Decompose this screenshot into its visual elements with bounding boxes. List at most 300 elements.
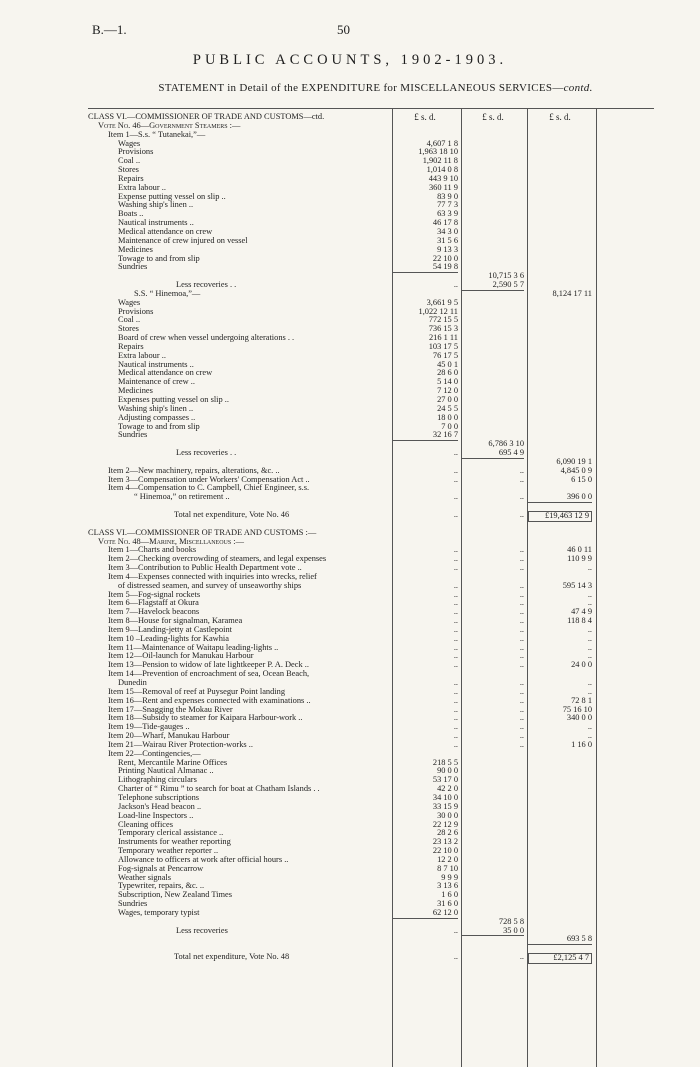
table-row	[88, 856, 654, 865]
row-description	[88, 538, 390, 547]
row-label: “ Hinemoa,” on retirement ..	[134, 493, 230, 502]
table-row	[88, 679, 654, 688]
amount-col-1: 22 10 0	[432, 253, 458, 263]
row-label: Stores	[118, 166, 139, 175]
amount-col-3: 693 5 8	[528, 935, 592, 945]
row-description	[88, 255, 390, 264]
row-label: Maintenance of crew ..	[118, 378, 195, 387]
table-row	[88, 157, 654, 166]
row-label: Sundries	[118, 431, 148, 440]
row-label: Board of crew when vessel undergoing alterations . .	[118, 334, 295, 343]
table-row	[88, 405, 654, 414]
table-row	[88, 909, 654, 918]
row-description	[88, 148, 390, 157]
amount-col-1: 83 9 0	[437, 191, 458, 201]
row-description	[88, 661, 390, 670]
amount-col-1: 22 10 0	[432, 846, 458, 856]
amount-col-1: ..	[453, 678, 458, 687]
row-label: Provisions	[118, 148, 154, 157]
table-body	[88, 113, 654, 962]
amount-col-1: 3,661 9 5	[426, 297, 458, 307]
row-label: Towage to and from slip	[118, 254, 200, 263]
amount-col-3: 8,124 17 11	[552, 288, 592, 298]
table-top-rule	[88, 108, 654, 109]
row-label: Less recoveries . .	[176, 281, 237, 290]
amount-col-3: 4,845 0 9	[560, 465, 592, 475]
amount-col-3: ..	[587, 642, 592, 652]
row-label: Cleaning offices	[118, 820, 173, 829]
row-description	[88, 299, 390, 308]
row-description	[88, 263, 390, 272]
table-row	[88, 263, 654, 272]
row-description	[88, 361, 390, 370]
amount-col-1: ..	[453, 545, 458, 555]
amount-col-1: ..	[453, 616, 458, 626]
row-description	[88, 909, 390, 918]
amount-col-1: 1,014 0 8	[426, 165, 458, 175]
amount-col-2: 6,786 3 10	[488, 439, 524, 449]
amount-col-3: ..	[587, 598, 592, 608]
table-row	[88, 414, 654, 423]
table-row	[88, 237, 654, 246]
row-description	[88, 210, 390, 219]
column-header: £ s. d.	[549, 112, 571, 122]
row-label: Item 1—S.s. “ Tutanekai,”—	[108, 130, 206, 139]
table-row	[88, 325, 654, 334]
row-label: Adjusting compasses ..	[118, 413, 196, 422]
row-description	[88, 325, 390, 334]
table-row	[88, 175, 654, 184]
amount-col-1: 28 2 6	[437, 828, 458, 838]
row-label: Item 19—Tide-gauges ..	[108, 723, 190, 732]
row-label: CLASS VI.—COMMISSIONER OF TRADE AND CUSTOMS—ctd.	[88, 113, 325, 121]
row-description	[88, 369, 390, 378]
table-row	[88, 396, 654, 405]
amount-col-2: ..	[519, 660, 524, 670]
amount-col-3: ..	[587, 731, 592, 741]
row-description	[88, 927, 390, 936]
row-description	[88, 670, 390, 679]
row-label: Item 3—Compensation under Workers' Compensation Act ..	[108, 475, 310, 484]
table-row	[88, 131, 654, 140]
row-description	[88, 759, 390, 768]
table-row	[88, 148, 654, 157]
amount-col-2: ..	[519, 686, 524, 696]
table-row	[88, 918, 654, 927]
amount-col-1: 736 15 3	[428, 324, 458, 334]
amount-col-1: 77 7 3	[437, 200, 458, 210]
table-row	[88, 555, 654, 564]
row-label: Typewriter, repairs, &c. ..	[118, 882, 205, 891]
table-row	[88, 219, 654, 228]
row-description	[88, 821, 390, 830]
amount-col-1: 772 15 5	[428, 315, 458, 325]
row-description	[88, 140, 390, 149]
row-label: Extra labour ..	[118, 183, 166, 192]
row-label: Washing ship's linen ..	[118, 201, 194, 210]
row-description	[88, 706, 390, 715]
amount-col-2: ..	[519, 952, 524, 962]
table-row	[88, 361, 654, 370]
table-row	[88, 847, 654, 856]
table-row	[88, 184, 654, 193]
row-label: Item 6—Flagstaff at Okura	[108, 599, 199, 608]
row-label: Total net expenditure, Vote No. 48	[174, 953, 290, 962]
row-description	[88, 714, 390, 723]
row-label: Nautical instruments ..	[118, 219, 194, 228]
amount-col-1: 3 13 6	[437, 881, 458, 891]
row-label: Item 20—Wharf, Manukau Harbour	[108, 732, 230, 741]
amount-col-2: ..	[519, 624, 524, 634]
row-label: Jackson's Head beacon ..	[118, 802, 202, 811]
table-row	[88, 369, 654, 378]
amount-col-2: ..	[519, 678, 524, 687]
row-label: Lithographing circulars	[118, 776, 197, 785]
row-description	[88, 343, 390, 352]
table-row	[88, 599, 654, 608]
row-label: Instruments for weather reporting	[118, 838, 231, 847]
amount-col-1: 62 12 0	[392, 909, 458, 919]
amount-col-1: 1,902 11 8	[422, 156, 458, 166]
amount-col-1: 23 13 2	[432, 837, 458, 847]
amount-col-3: ..	[587, 651, 592, 661]
amount-col-1: ..	[453, 713, 458, 723]
amount-col-1: 22 12 9	[432, 819, 458, 829]
amount-col-3: £2,125 4 7	[528, 953, 592, 964]
amount-col-1: ..	[453, 651, 458, 661]
amount-col-1: ..	[453, 474, 458, 484]
table-row	[88, 635, 654, 644]
row-description	[88, 352, 390, 361]
row-description	[88, 193, 390, 202]
amount-col-1: ..	[453, 607, 458, 617]
row-description	[88, 201, 390, 210]
row-label: Sundries	[118, 900, 148, 909]
row-description	[88, 157, 390, 166]
table-row	[88, 591, 654, 600]
amount-col-1: 4,607 1 8	[426, 138, 458, 148]
row-label: Dunedin	[118, 679, 147, 687]
amount-col-1: 7 0 0	[441, 421, 458, 431]
amount-col-1: 31 5 6	[437, 235, 458, 245]
row-label: Towage to and from slip	[118, 422, 200, 431]
amount-col-3: 340 0 0	[566, 713, 592, 723]
amount-col-2: 695 4 9	[462, 449, 524, 459]
table-row	[88, 935, 654, 944]
row-label: Allowance to officers at work after official hours ..	[118, 855, 289, 864]
amount-col-1: 9 13 3	[437, 244, 458, 254]
row-label: Wages	[118, 298, 141, 307]
row-description	[88, 679, 390, 688]
amount-col-1: 32 16 7	[392, 431, 458, 441]
row-label: Medicines	[118, 245, 153, 254]
row-label: Wages	[118, 139, 141, 148]
amount-col-1: 9 9 9	[441, 872, 458, 882]
row-description	[88, 396, 390, 405]
amount-col-3: ..	[587, 678, 592, 687]
amount-col-2: 2,590 5 7	[462, 281, 524, 291]
row-description	[88, 874, 390, 883]
row-description	[88, 290, 390, 299]
row-label: Fog-signals at Pencarrow	[118, 864, 204, 873]
column-header: £ s. d.	[482, 112, 504, 122]
table-row	[88, 316, 654, 325]
row-description	[88, 555, 390, 564]
amount-col-3: 110 9 9	[567, 554, 592, 564]
row-description	[88, 237, 390, 246]
amount-col-3: 6 15 0	[571, 474, 592, 484]
table-row	[88, 529, 654, 538]
row-label: Charter of “ Rimu ” to search for boat at Chatham Islands . .	[118, 785, 320, 794]
row-description	[88, 608, 390, 617]
table-row	[88, 440, 654, 449]
amount-col-2: ..	[519, 492, 524, 502]
amount-col-1: 53 17 0	[432, 775, 458, 785]
amount-col-1: 218 5 5	[432, 757, 458, 767]
amount-col-1: ..	[453, 739, 458, 749]
row-label: Provisions	[118, 307, 154, 316]
row-description	[88, 838, 390, 847]
table-row	[88, 714, 654, 723]
amount-col-1: 34 3 0	[437, 226, 458, 236]
row-description	[88, 582, 390, 591]
table-row	[88, 272, 654, 281]
table-row	[88, 750, 654, 759]
amount-col-3: ..	[587, 563, 592, 573]
amount-col-2: ..	[519, 695, 524, 705]
amount-col-1: ..	[453, 509, 458, 519]
row-label: Item 4—Expenses connected with inquiries into wrecks, relief	[108, 572, 317, 581]
expenditure-table	[88, 108, 654, 1067]
amount-col-2: ..	[519, 739, 524, 749]
row-description	[88, 308, 390, 317]
row-label: Printing Nautical Almanac ..	[118, 767, 214, 776]
row-label: Vote No. 46—Government Steamers :—	[98, 121, 241, 130]
row-description	[88, 812, 390, 821]
amount-col-2: ..	[519, 509, 524, 519]
row-label: Weather signals	[118, 873, 172, 882]
table-row	[88, 741, 654, 750]
amount-col-1: ..	[453, 465, 458, 475]
row-label: Item 16—Rent and expenses connected with examinations ..	[108, 696, 311, 705]
row-label: Coal ..	[118, 157, 141, 166]
row-description	[88, 626, 390, 635]
table-row	[88, 882, 654, 891]
amount-col-1: 33 15 9	[432, 801, 458, 811]
row-label: Less recoveries	[176, 926, 228, 935]
table-row	[88, 423, 654, 432]
subtitle-contd: contd.	[563, 82, 593, 94]
amount-col-1: 27 0 0	[437, 395, 458, 404]
amount-col-2: ..	[519, 554, 524, 564]
amount-col-1: 34 10 0	[432, 792, 458, 802]
page-title: PUBLIC ACCOUNTS, 1902-1903.	[192, 52, 508, 68]
table-row	[88, 511, 654, 520]
row-label: Stores	[118, 325, 139, 334]
amount-col-3: 396 0 0	[528, 493, 592, 503]
row-description	[88, 829, 390, 838]
page-ref: B.—1.	[92, 22, 127, 37]
row-description	[88, 900, 390, 909]
amount-col-1: 216 1 11	[428, 333, 458, 343]
amount-col-2: 10,715 3 6	[488, 271, 524, 281]
table-row	[88, 140, 654, 149]
row-description	[88, 166, 390, 175]
amount-col-1: ..	[453, 554, 458, 564]
row-description	[88, 113, 390, 122]
row-description	[88, 387, 390, 396]
row-label: CLASS VI.—COMMISSIONER OF TRADE AND CUSTOMS :—	[88, 528, 317, 537]
row-description	[88, 732, 390, 741]
table-row	[88, 900, 654, 909]
table-row	[88, 201, 654, 210]
row-description	[88, 785, 390, 794]
amount-col-2: ..	[519, 598, 524, 608]
amount-col-1: ..	[453, 280, 458, 290]
row-label: Item 1—Charts and books	[108, 546, 197, 555]
row-description	[88, 131, 390, 140]
row-label: Item 12—Oil-launch for Manukau Harbour	[108, 652, 254, 661]
row-label: Item 3—Contribution to Public Health Department vote ..	[108, 564, 302, 573]
row-description	[88, 467, 390, 476]
amount-col-2: ..	[519, 722, 524, 732]
table-row	[88, 838, 654, 847]
amount-col-2: ..	[519, 465, 524, 475]
row-label: Repairs	[118, 174, 144, 183]
row-description	[88, 767, 390, 776]
row-description	[88, 405, 390, 414]
amount-col-2: ..	[519, 633, 524, 643]
row-label: Item 2—New machinery, repairs, alterations, &c. ..	[108, 466, 280, 475]
amount-col-2: 35 0 0	[462, 927, 524, 937]
table-row	[88, 944, 654, 953]
row-label: Item 17—Snagging the Mokau River	[108, 705, 233, 714]
row-description	[88, 449, 390, 458]
amount-col-2: ..	[519, 545, 524, 555]
amount-col-1: 360 11 9	[428, 182, 458, 192]
table-row	[88, 803, 654, 812]
row-description	[88, 493, 390, 502]
table-row	[88, 308, 654, 317]
amount-col-1: 76 17 5	[432, 350, 458, 360]
row-description	[88, 184, 390, 193]
statement-subtitle	[88, 82, 663, 94]
table-row	[88, 299, 654, 308]
row-description	[88, 529, 390, 538]
amount-col-3: ..	[587, 722, 592, 732]
row-description	[88, 776, 390, 785]
row-label: Expenses putting vessel on slip ..	[118, 396, 229, 404]
amount-col-1: 8 7 10	[437, 863, 458, 873]
table-row	[88, 467, 654, 476]
row-description	[88, 591, 390, 600]
amount-col-3: 46 0 11	[567, 545, 592, 555]
amount-col-2: ..	[519, 563, 524, 573]
row-description	[88, 228, 390, 237]
row-label: Repairs	[118, 342, 144, 351]
row-description	[88, 794, 390, 803]
table-row	[88, 493, 654, 502]
amount-col-1: ..	[453, 624, 458, 634]
row-description	[88, 476, 390, 485]
table-row	[88, 246, 654, 255]
row-description	[88, 378, 390, 387]
row-label: Item 10 –Leading-lights for Kawhia	[108, 634, 229, 643]
row-label: Item 4—Compensation to C. Campbell, Chief Engineer, s.s.	[108, 484, 310, 493]
amount-col-3: 75 16 10	[562, 704, 592, 714]
amount-col-3: 72 8 1	[571, 695, 592, 705]
row-description	[88, 723, 390, 732]
row-label: Temporary clerical assistance ..	[118, 829, 224, 838]
row-label: Item 11—Maintenance of Waitapu leading-lights ..	[108, 643, 279, 652]
table-row	[88, 661, 654, 670]
row-description	[88, 882, 390, 891]
table-row	[88, 626, 654, 635]
row-description	[88, 246, 390, 255]
amount-col-1: 24 5 5	[437, 403, 458, 413]
amount-col-1: ..	[453, 731, 458, 741]
row-description	[88, 546, 390, 555]
row-label: Medical attendance on crew	[118, 369, 213, 378]
row-description	[88, 741, 390, 750]
table-row	[88, 865, 654, 874]
amount-col-3: 118 8 4	[567, 616, 592, 626]
table-row	[88, 617, 654, 626]
column-header: £ s. d.	[414, 112, 436, 122]
amount-col-1: 46 17 8	[432, 218, 458, 228]
table-row	[88, 732, 654, 741]
row-description	[88, 599, 390, 608]
table-row	[88, 520, 654, 529]
amount-col-2: ..	[519, 616, 524, 626]
amount-col-1: 63 3 9	[437, 209, 458, 219]
row-description	[88, 511, 390, 520]
row-description	[88, 414, 390, 423]
amount-col-3: ..	[587, 633, 592, 643]
row-label: Item 18—Subsidy to steamer for Kaipara Harbour-work ..	[108, 714, 303, 723]
amount-col-3: ..	[587, 589, 592, 599]
amount-col-1: 5 14 0	[437, 377, 458, 387]
table-row	[88, 582, 654, 591]
subtitle-text: STATEMENT in Detail of the EXPENDITURE for MISCELLANEOUS SERVICES—	[158, 82, 564, 94]
table-row	[88, 891, 654, 900]
row-label: Vote No. 48—Marine, Miscellaneous :—	[98, 537, 244, 546]
row-label: Subscription, New Zealand Times	[118, 891, 232, 900]
row-description	[88, 431, 390, 440]
table-row	[88, 255, 654, 264]
table-row	[88, 874, 654, 883]
row-description	[88, 281, 390, 290]
amount-col-1: 18 0 0	[437, 412, 458, 422]
table-row	[88, 378, 654, 387]
row-label: Item 22—Contingencies,—	[108, 749, 201, 758]
row-description	[88, 175, 390, 184]
row-label: of distressed seamen, and survey of unseaworthy ships	[118, 581, 302, 590]
row-label: Item 14—Prevention of encroachment of sea, Ocean Beach,	[108, 670, 310, 679]
row-description	[88, 652, 390, 661]
row-description	[88, 856, 390, 865]
table-row	[88, 334, 654, 343]
table-row	[88, 829, 654, 838]
table-row	[88, 387, 654, 396]
amount-col-2: ..	[519, 580, 524, 590]
amount-col-1: 30 0 0	[437, 810, 458, 820]
row-label: Rent, Mercantile Marine Offices	[118, 758, 228, 767]
row-label: Less recoveries . .	[176, 449, 237, 458]
amount-col-2: ..	[519, 713, 524, 723]
row-label: Total net expenditure, Vote No. 46	[174, 510, 290, 519]
row-label: Maintenance of crew injured on vessel	[118, 236, 248, 245]
